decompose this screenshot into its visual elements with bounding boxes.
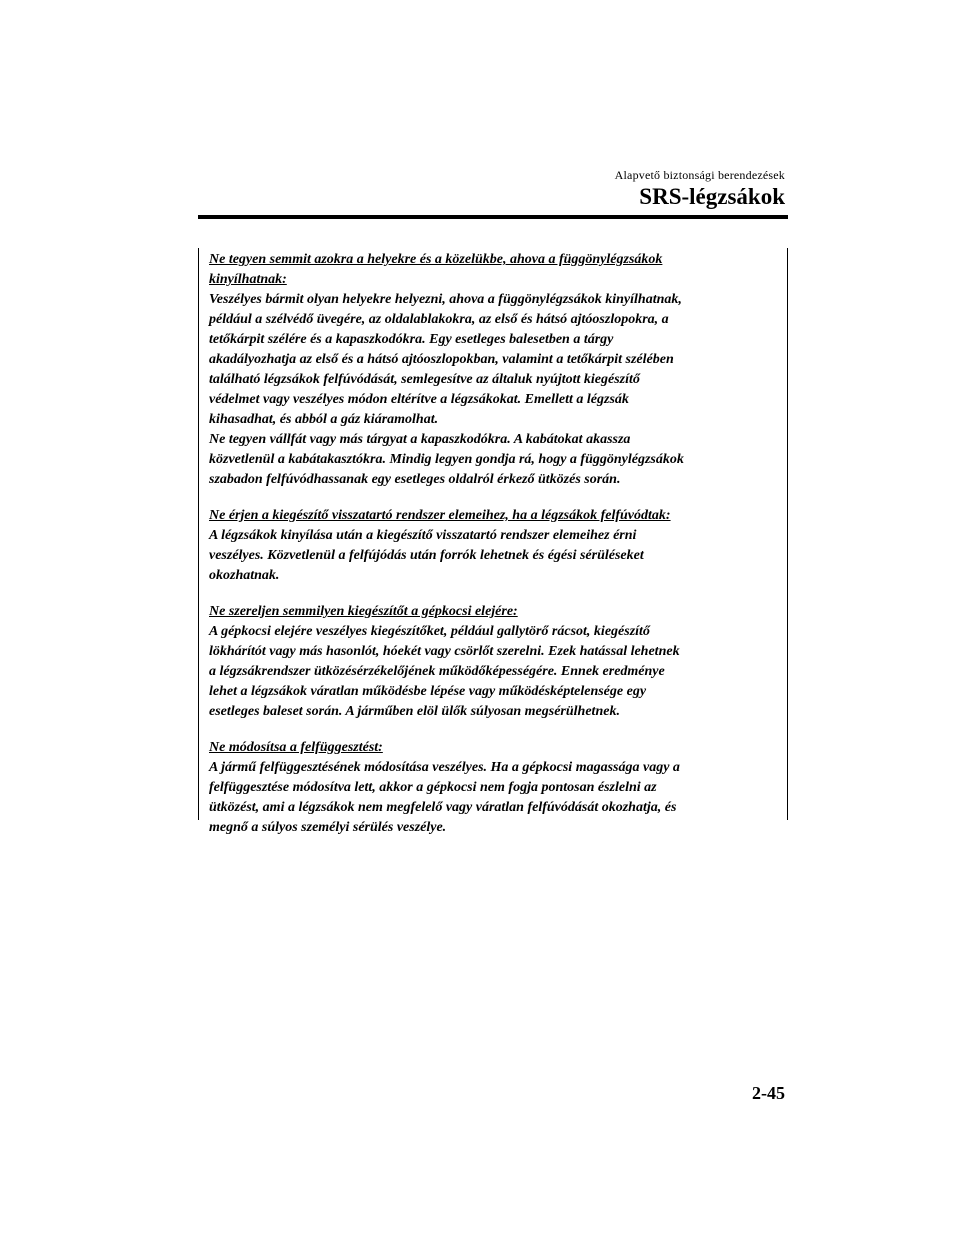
body-line: okozhatnak.	[209, 568, 280, 583]
body-line: tetőkárpit szélére és a kapaszkodókra. Egy esetleges balesetben a tárgy	[209, 332, 614, 347]
body-line: ütközést, ami a légzsákok nem megfelelő vagy váratlan felfúvódását okozhatja, és	[209, 800, 677, 815]
body-line: A légzsákok kinyílása után a kiegészítő visszatartó rendszer elemeihez érni	[209, 528, 637, 543]
warning-section	[209, 506, 781, 586]
page-number: 2-45	[752, 1083, 785, 1103]
body-line: védelmet vagy veszélyes módon eltérítve a légzsákokat. Emellett a légzsák	[209, 392, 629, 407]
body-line: lökhárítót vagy más hasonlót, hóekét vagy csörlőt szerelni. Ezek hatással lehetnek	[209, 644, 680, 659]
body-line: A gépkocsi elejére veszélyes kiegészítőket, például gallytörő rácsot, kiegészítő	[209, 624, 650, 639]
header-divider	[198, 215, 788, 219]
body-line: a légzsákrendszer ütközésérzékelőjének működőképességére. Ennek eredménye	[209, 664, 665, 679]
body-line: akadályozhatja az első és a hátsó ajtóoszlopokban, valamint a tetőkárpit szélében	[209, 352, 674, 367]
section-title: SRS-légzsákok	[639, 184, 785, 209]
body-line: veszélyes. Közvetlenül a felfújódás után forrók lehetnek és égési sérüléseket	[209, 548, 644, 563]
body-line: lehet a légzsákok váratlan működésbe lépése vagy működésképtelensége egy	[209, 684, 647, 699]
warning-section	[209, 738, 781, 838]
section-heading: Ne érjen a kiegészítő visszatartó rendszer elemeihez, ha a légzsákok felfúvódtak:	[209, 508, 671, 523]
section-heading: Ne szereljen semmilyen kiegészítőt a gépkocsi elejére:	[209, 604, 518, 619]
chapter-title: Alapvető biztonsági berendezések	[614, 168, 785, 182]
body-line: kihasadhat, és abból a gáz kiáramolhat.	[209, 412, 439, 427]
body-line: Veszélyes bármit olyan helyekre helyezni, ahova a függönylégzsákok kinyílhatnak,	[209, 292, 682, 307]
section-heading: Ne módosítsa a felfüggesztést:	[209, 740, 383, 755]
section-heading: kinyílhatnak:	[209, 272, 287, 287]
body-line: megnő a súlyos személyi sérülés veszélye.	[209, 820, 447, 835]
body-line: közvetlenül a kabátakasztókra. Mindig legyen gondja rá, hogy a függönylégzsákok	[209, 452, 684, 467]
body-line: Ne tegyen vállfát vagy más tárgyat a kapaszkodókra. A kabátokat akassza	[209, 432, 631, 447]
body-line: felfüggesztése módosítva lett, akkor a gépkocsi nem fogja pontosan észlelni az	[209, 780, 657, 795]
warning-section	[209, 250, 781, 490]
body-line: esetleges baleset során. A járműben elöl ülők súlyosan megsérülhetnek.	[209, 704, 620, 719]
body-line: található légzsákok felfúvódását, semlegesítve az általuk nyújtott kiegészítő	[209, 372, 640, 387]
warning-section	[209, 602, 781, 722]
body-line: szabadon felfúvódhassanak egy esetleges oldalról érkező ütközés során.	[209, 472, 621, 487]
section-heading: Ne tegyen semmit azokra a helyekre és a közelükbe, ahova a függönylégzsákok	[209, 252, 663, 267]
warning-content	[209, 250, 781, 838]
body-line: A jármű felfüggesztésének módosítása veszélyes. Ha a gépkocsi magassága vagy a	[209, 760, 680, 775]
body-line: például a szélvédő üvegére, az oldalablakokra, az első és hátsó ajtóoszlopokra, a	[209, 312, 669, 327]
